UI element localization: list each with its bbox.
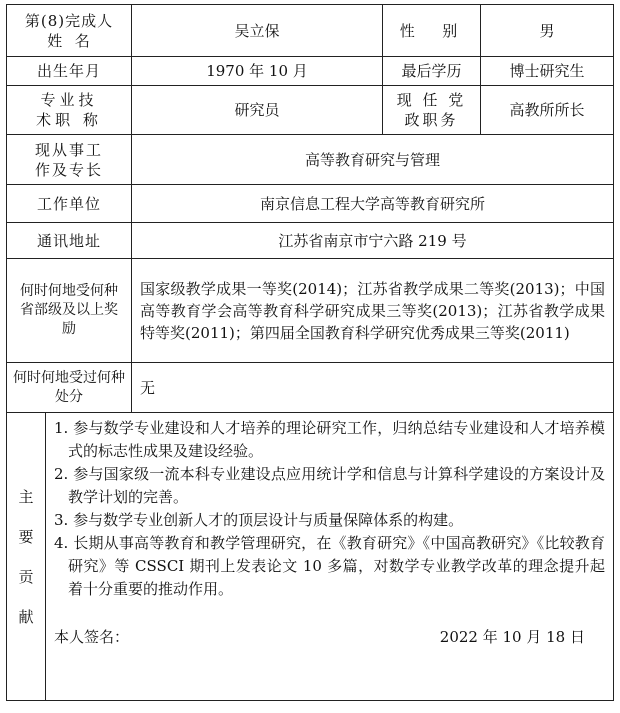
title-value: 研究员 — [132, 86, 383, 135]
awards-value: 国家级教学成果一等奖(2014)；江苏省教学成果二等奖(2013)；中国高等教育学会高等教育科学研究成果三等奖(2013)；江苏省教学成果特等奖(2011)；第四届全国教育科学研究优秀成果三等奖(2011) — [132, 259, 614, 363]
name-value: 吴立保 — [132, 5, 383, 57]
employer-value: 南京信息工程大学高等教育研究所 — [132, 185, 614, 223]
contrib-label-cell — [7, 413, 46, 701]
position-label-cell — [383, 86, 481, 135]
sign-date: 2022 年 10 月 18 日 — [439, 628, 585, 646]
position-label: 现 任 党政职务 — [396, 91, 467, 129]
title-label: 专业技术职 称 — [36, 91, 102, 129]
gender-label: 性 别 — [383, 5, 481, 57]
contributions-cell — [46, 413, 614, 701]
contrib-label-char: 贡 — [18, 567, 34, 586]
personal-info-form — [6, 4, 614, 701]
gender-value: 男 — [481, 5, 614, 57]
specialty-label-cell — [7, 135, 132, 185]
contribution-item: 1. 参与数学专业建设和人才培养的理论研究工作，归纳总结专业建设和人才培养模式的标志性成果及建设经验。 — [54, 419, 605, 460]
contribution-item: 4. 长期从事高等教育和教学管理研究，在《教育研究》《中国高教研究》《比较教育研究》等 CSSCI 期刊上发表论文 10 多篇，对数学专业教学改革的理念提升起着十分重要的推动作用。 — [54, 534, 605, 598]
address-value: 江苏省南京市宁六路 219 号 — [132, 223, 614, 259]
punish-value: 无 — [132, 363, 614, 413]
education-label: 最后学历 — [383, 57, 481, 86]
specialty-label: 现从事工作及专长 — [34, 140, 103, 179]
title-label-cell — [7, 86, 132, 135]
contribution-item: 3. 参与数学专业创新人才的顶层设计与质量保障体系的构建。 — [54, 511, 464, 529]
signature-row — [54, 627, 605, 647]
position-value: 高教所所长 — [481, 86, 614, 135]
awards-label: 何时何地受何种省部级及以上奖励 — [20, 283, 118, 337]
punish-label-cell — [7, 363, 132, 413]
birth-value: 1970 年 10 月 — [132, 57, 383, 86]
signature-label: 本人签名： — [54, 628, 130, 646]
contributions-list — [54, 417, 605, 601]
employer-label: 工作单位 — [7, 185, 132, 223]
contribution-item: 2. 参与国家级一流本科专业建设点应用统计学和信息与计算科学建设的方案设计及教学计划的完善。 — [54, 465, 605, 506]
specialty-value: 高等教育研究与管理 — [132, 135, 614, 185]
contrib-label-char: 主 — [18, 487, 34, 506]
name-label: 姓 名 — [47, 31, 91, 50]
name-label-cell — [7, 5, 132, 57]
person-label: 第(8)完成人 — [24, 11, 114, 30]
awards-label-cell — [7, 259, 132, 363]
birth-label: 出生年月 — [7, 57, 132, 86]
punish-label: 何时何地受过何种处分 — [13, 369, 125, 405]
contrib-label-char: 要 — [18, 527, 34, 546]
education-value: 博士研究生 — [481, 57, 614, 86]
address-label: 通讯地址 — [7, 223, 132, 259]
contrib-label-char: 献 — [18, 607, 34, 626]
